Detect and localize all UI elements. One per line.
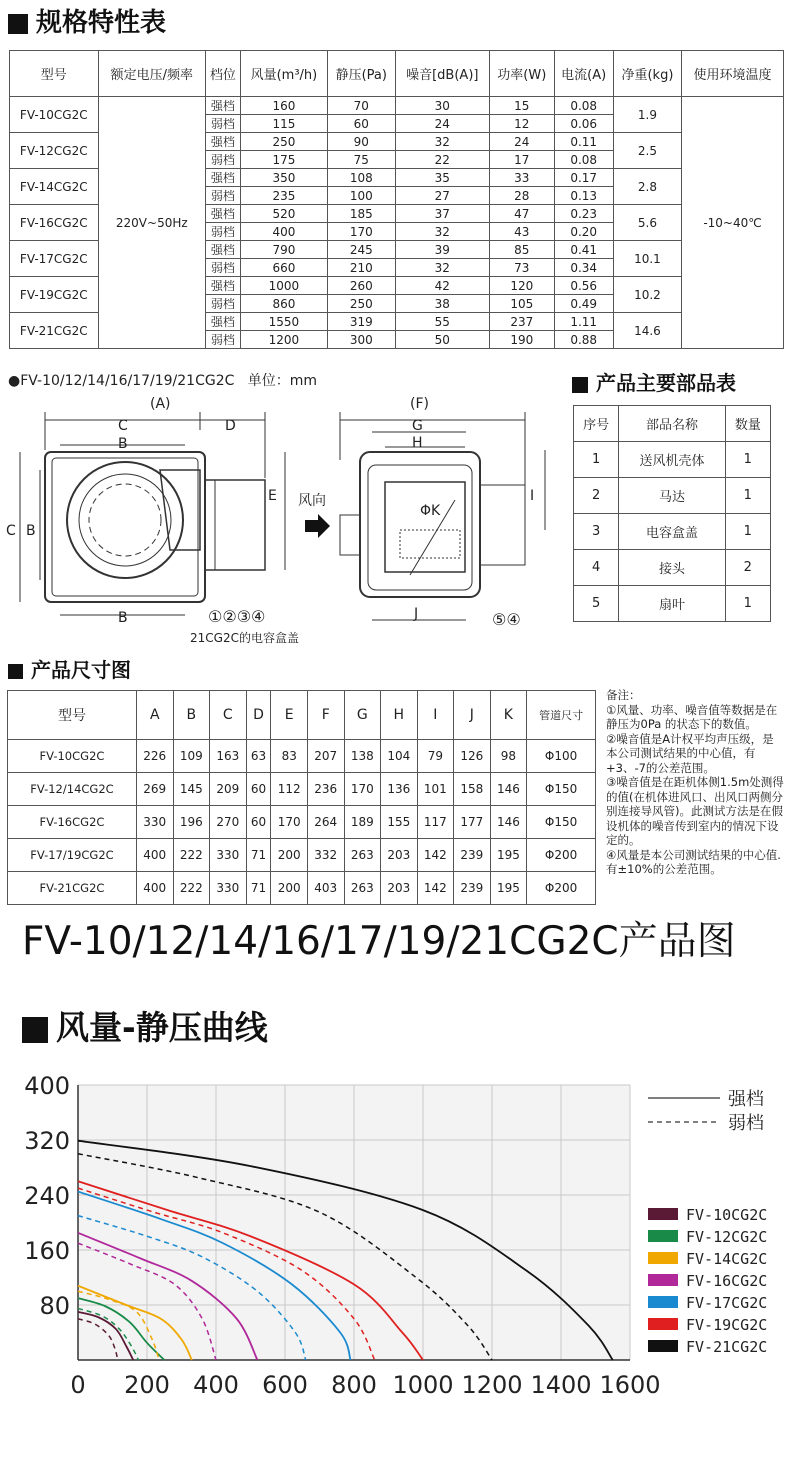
spec-cell: 37	[395, 205, 490, 223]
spec-cell: 75	[328, 151, 396, 169]
spec-section-title: 规格特性表	[8, 2, 166, 39]
spec-cell: 30	[395, 97, 490, 115]
label-D: D	[225, 418, 236, 434]
spec-cell: 22	[395, 151, 490, 169]
spec-cell: 60	[328, 115, 396, 133]
dim-cell: 263	[344, 839, 381, 872]
spec-cell: 强档	[206, 133, 241, 151]
spec-cell: 70	[328, 97, 396, 115]
spec-cell: 1000	[240, 277, 327, 295]
spec-weight-cell: 2.8	[613, 169, 681, 205]
spec-cell: 1.11	[554, 313, 613, 331]
dim-cell: 264	[307, 806, 344, 839]
legend-swatch	[648, 1208, 678, 1220]
spec-table	[9, 50, 784, 349]
spec-cell: 0.34	[554, 259, 613, 277]
parts-cell: 2	[574, 478, 619, 514]
spec-cell: 强档	[206, 241, 241, 259]
spec-cell: 520	[240, 205, 327, 223]
dim-row	[8, 773, 596, 806]
spec-cell: 弱档	[206, 187, 241, 205]
spec-weight-cell: 10.1	[613, 241, 681, 277]
dim-cell: 83	[271, 740, 308, 773]
spec-header-cell: 净重(kg)	[613, 51, 681, 97]
spec-cell: 0.56	[554, 277, 613, 295]
parts-row	[574, 586, 771, 622]
dim-cell: 163	[210, 740, 247, 773]
y-tick-label: 320	[24, 1127, 70, 1155]
spec-cell: 790	[240, 241, 327, 259]
legend-swatch	[648, 1230, 678, 1242]
spec-cell: 120	[490, 277, 554, 295]
spec-cell: 强档	[206, 169, 241, 187]
product-title: FV-10/12/14/16/17/19/21CG2C产品图	[22, 919, 736, 964]
dim-cell: FV-21CG2C	[8, 872, 137, 905]
spec-cell: 0.41	[554, 241, 613, 259]
spec-cell: 24	[395, 115, 490, 133]
dim-cell: 177	[454, 806, 491, 839]
spec-cell: 1550	[240, 313, 327, 331]
dim-header-cell: I	[417, 691, 454, 740]
dim-cell: 222	[173, 872, 210, 905]
spec-cell: 42	[395, 277, 490, 295]
legend-label: FV-10CG2C	[686, 1206, 768, 1224]
label-B-bottom: B	[118, 610, 128, 626]
spec-cell: 38	[395, 295, 490, 313]
dim-cell: 270	[210, 806, 247, 839]
legend-label: FV-21CG2C	[686, 1338, 768, 1356]
dim-cell: 104	[381, 740, 418, 773]
dim-cell: 101	[417, 773, 454, 806]
dim-cell: 112	[271, 773, 308, 806]
label-G: G	[412, 418, 423, 434]
spec-cell: 43	[490, 223, 554, 241]
spec-header-cell: 噪音[dB(A)]	[395, 51, 490, 97]
spec-model-cell: FV-19CG2C	[10, 277, 99, 313]
legend-label: FV-19CG2C	[686, 1316, 768, 1334]
spec-cell: 33	[490, 169, 554, 187]
parts-cell: 3	[574, 514, 619, 550]
spec-cell: 860	[240, 295, 327, 313]
unit-label: 单位：mm	[247, 373, 318, 389]
dim-cell: 60	[246, 773, 271, 806]
label-A: (A)	[150, 396, 171, 412]
legend-swatch	[648, 1340, 678, 1352]
parts-cell: 马达	[619, 478, 725, 514]
y-tick-label: 160	[24, 1237, 70, 1265]
dim-cell: 71	[246, 839, 271, 872]
dim-cell: 222	[173, 839, 210, 872]
dim-cell: FV-10CG2C	[8, 740, 137, 773]
spec-cell: 0.20	[554, 223, 613, 241]
dim-header-cell: C	[210, 691, 247, 740]
spec-cell: 250	[240, 133, 327, 151]
spec-weight-cell: 5.6	[613, 205, 681, 241]
dim-header-cell: K	[490, 691, 527, 740]
part-numbers-left: ①②③④	[208, 607, 266, 626]
dim-header-cell: A	[136, 691, 173, 740]
dim-cell: 142	[417, 839, 454, 872]
legend-swatch	[648, 1296, 678, 1308]
x-tick-label: 1400	[530, 1371, 592, 1399]
spec-cell: 0.13	[554, 187, 613, 205]
note-line: 备注：	[606, 688, 641, 702]
legend-label: FV-17CG2C	[686, 1294, 768, 1312]
spec-header-cell: 功率(W)	[490, 51, 554, 97]
parts-row	[574, 514, 771, 550]
dim-row	[8, 740, 596, 773]
spec-cell: 300	[328, 331, 396, 349]
legend-swatch	[648, 1318, 678, 1330]
parts-cell: 1	[725, 442, 770, 478]
spec-cell: 0.08	[554, 151, 613, 169]
spec-cell: 210	[328, 259, 396, 277]
spec-weight-cell: 10.2	[613, 277, 681, 313]
spec-cell: 100	[328, 187, 396, 205]
spec-model-cell: FV-14CG2C	[10, 169, 99, 205]
y-tick-label: 240	[24, 1182, 70, 1210]
parts-header-cell: 序号	[574, 406, 619, 442]
dim-cell: 207	[307, 740, 344, 773]
dim-cell: 195	[490, 839, 527, 872]
dim-cell: 146	[490, 773, 527, 806]
spec-weight-cell: 2.5	[613, 133, 681, 169]
spec-cell: 0.11	[554, 133, 613, 151]
dim-cell: 126	[454, 740, 491, 773]
spec-model-cell: FV-16CG2C	[10, 205, 99, 241]
notes	[606, 688, 784, 877]
spec-cell: 弱档	[206, 331, 241, 349]
dim-cell: 189	[344, 806, 381, 839]
spec-model-cell: FV-12CG2C	[10, 133, 99, 169]
spec-cell: 弱档	[206, 259, 241, 277]
dims-section-title: 产品尺寸图	[8, 654, 131, 683]
spec-cell: 17	[490, 151, 554, 169]
dim-cell: 98	[490, 740, 527, 773]
drawing-model-line: ●FV-10/12/14/16/17/19/21CG2C 单位：mm	[8, 373, 318, 389]
dim-header-cell: H	[381, 691, 418, 740]
right-housing	[360, 452, 480, 597]
dim-cell: 117	[417, 806, 454, 839]
spec-cell: 235	[240, 187, 327, 205]
spec-cell: 0.49	[554, 295, 613, 313]
label-I: I	[530, 488, 535, 504]
dim-cell: 145	[173, 773, 210, 806]
dim-cell: 400	[136, 872, 173, 905]
spec-cell: 400	[240, 223, 327, 241]
spec-cell: 弱档	[206, 223, 241, 241]
spec-cell: 660	[240, 259, 327, 277]
parts-row	[574, 442, 771, 478]
spec-header-cell: 风量(m³/h)	[240, 51, 327, 97]
spec-cell: 350	[240, 169, 327, 187]
parts-cell: 电容盒盖	[619, 514, 725, 550]
spec-cell: 弱档	[206, 295, 241, 313]
parts-cell: 1	[574, 442, 619, 478]
dim-cell: 71	[246, 872, 271, 905]
spec-model-cell: FV-21CG2C	[10, 313, 99, 349]
spec-cell: 73	[490, 259, 554, 277]
x-tick-label: 1000	[392, 1371, 454, 1399]
dim-cell: 330	[210, 839, 247, 872]
x-tick-label: 400	[193, 1371, 239, 1399]
dim-cell: 63	[246, 740, 271, 773]
curve-section-title: 风量-静压曲线	[22, 1002, 268, 1049]
dim-cell: 79	[417, 740, 454, 773]
parts-cell: 5	[574, 586, 619, 622]
parts-row	[574, 478, 771, 514]
legend-strong-label: 强档	[728, 1089, 764, 1110]
x-tick-label: 0	[70, 1371, 86, 1399]
spec-cell: 0.88	[554, 331, 613, 349]
dim-row	[8, 806, 596, 839]
parts-cell: 4	[574, 550, 619, 586]
dim-cell: 146	[490, 806, 527, 839]
parts-header-cell: 部品名称	[619, 406, 725, 442]
dim-cell: 138	[344, 740, 381, 773]
dim-cell: 330	[210, 872, 247, 905]
dim-cell: FV-17/19CG2C	[8, 839, 137, 872]
spec-cell: 260	[328, 277, 396, 295]
dim-cell: FV-12/14CG2C	[8, 773, 137, 806]
x-tick-label: 1200	[461, 1371, 523, 1399]
legend-swatch	[648, 1274, 678, 1286]
spec-header-cell: 静压(Pa)	[328, 51, 396, 97]
dim-cell: 142	[417, 872, 454, 905]
x-tick-label: 1600	[599, 1371, 661, 1399]
spec-cell: 85	[490, 241, 554, 259]
parts-cell: 1	[725, 478, 770, 514]
spec-cell: 237	[490, 313, 554, 331]
spec-voltage-cell: 220V~50Hz	[98, 97, 205, 349]
dimension-drawing	[0, 390, 560, 655]
parts-cell: 送风机壳体	[619, 442, 725, 478]
spec-cell: 39	[395, 241, 490, 259]
x-tick-label: 800	[331, 1371, 377, 1399]
label-B-top: B	[118, 436, 128, 452]
dim-cell: 200	[271, 839, 308, 872]
spec-cell: 强档	[206, 205, 241, 223]
legend-swatch	[648, 1252, 678, 1264]
spec-cell: 47	[490, 205, 554, 223]
spec-weight-cell: 1.9	[613, 97, 681, 133]
dim-cell: 136	[381, 773, 418, 806]
spec-cell: 245	[328, 241, 396, 259]
spec-cell: 35	[395, 169, 490, 187]
capacitor-cover-caption: 21CG2C的电容盒盖	[190, 631, 299, 645]
spec-cell: 175	[240, 151, 327, 169]
spec-cell: 160	[240, 97, 327, 115]
spec-cell: 55	[395, 313, 490, 331]
y-tick-label: 80	[39, 1292, 70, 1320]
spec-cell: 弱档	[206, 115, 241, 133]
dim-cell: 403	[307, 872, 344, 905]
parts-section-title: 产品主要部品表	[572, 367, 736, 396]
spec-cell: 强档	[206, 277, 241, 295]
spec-cell: 115	[240, 115, 327, 133]
dim-cell: 155	[381, 806, 418, 839]
spec-cell: 190	[490, 331, 554, 349]
spec-cell: 12	[490, 115, 554, 133]
spec-header-cell: 额定电压/频率	[98, 51, 205, 97]
y-tick-label: 400	[24, 1072, 70, 1100]
dim-cell: 236	[307, 773, 344, 806]
spec-cell: 32	[395, 133, 490, 151]
parts-row	[574, 550, 771, 586]
dim-cell: 195	[490, 872, 527, 905]
dim-cell: Φ200	[527, 872, 596, 905]
parts-cell: 扇叶	[619, 586, 725, 622]
label-J: J	[414, 606, 419, 622]
dim-header-cell: 型号	[8, 691, 137, 740]
spec-cell: 强档	[206, 97, 241, 115]
spec-cell: 108	[328, 169, 396, 187]
spec-cell: 0.08	[554, 97, 613, 115]
spec-header-cell: 型号	[10, 51, 99, 97]
legend-label: FV-12CG2C	[686, 1228, 768, 1246]
dim-cell: 332	[307, 839, 344, 872]
label-B-side: B	[26, 523, 36, 539]
spec-cell: 强档	[206, 313, 241, 331]
dim-header-cell: F	[307, 691, 344, 740]
spec-cell: 28	[490, 187, 554, 205]
dim-cell: 200	[271, 872, 308, 905]
dim-header-cell: G	[344, 691, 381, 740]
dim-cell: FV-16CG2C	[8, 806, 137, 839]
spec-cell: 90	[328, 133, 396, 151]
dim-cell: Φ150	[527, 806, 596, 839]
spec-cell: 0.17	[554, 169, 613, 187]
x-tick-label: 600	[262, 1371, 308, 1399]
dim-cell: 330	[136, 806, 173, 839]
dim-cell: 226	[136, 740, 173, 773]
bullet-square-icon	[8, 14, 28, 34]
dim-cell: 109	[173, 740, 210, 773]
spec-cell: 170	[328, 223, 396, 241]
label-C-top: C	[118, 418, 128, 434]
dim-cell: 263	[344, 872, 381, 905]
label-H: H	[412, 435, 423, 451]
parts-cell: 1	[725, 514, 770, 550]
note-line: ②噪音值是A计权平均声压级，是本公司测试结果的中心值，有+3、-7的公差范围。	[606, 731, 774, 775]
parts-cell: 2	[725, 550, 770, 586]
dim-cell: 170	[271, 806, 308, 839]
spec-header-cell: 电流(A)	[554, 51, 613, 97]
spec-cell: 0.23	[554, 205, 613, 223]
dim-row	[8, 839, 596, 872]
parts-header-row	[574, 406, 771, 442]
dim-cell: 158	[454, 773, 491, 806]
dimension-table	[7, 690, 596, 905]
parts-table	[573, 405, 771, 622]
spec-weight-cell: 14.6	[613, 313, 681, 349]
spec-cell: 32	[395, 259, 490, 277]
note-line: ①风量、功率、噪音值等数据是在静压为0Pa 的状态下的数值。	[606, 702, 778, 731]
parts-cell: 1	[725, 586, 770, 622]
dim-cell: 269	[136, 773, 173, 806]
dim-cell: 239	[454, 872, 491, 905]
spec-model-cell: FV-10CG2C	[10, 97, 99, 133]
x-tick-label: 200	[124, 1371, 170, 1399]
note-line: ④风量是本公司测试结果的中心值.有±10%的公差范围。	[606, 847, 781, 876]
dim-header-cell: B	[173, 691, 210, 740]
wind-label: 风向	[298, 493, 326, 509]
spec-cell: 250	[328, 295, 396, 313]
spec-cell: 弱档	[206, 151, 241, 169]
dim-cell: 203	[381, 872, 418, 905]
label-K: ΦK	[420, 503, 441, 519]
label-C-side: C	[6, 523, 16, 539]
dim-header-cell: E	[271, 691, 308, 740]
spec-cell: 319	[328, 313, 396, 331]
airflow-pressure-chart	[0, 1060, 790, 1440]
spec-cell: 24	[490, 133, 554, 151]
part-numbers-right: ⑤④	[492, 610, 521, 629]
legend-weak-label: 弱档	[728, 1113, 764, 1134]
dim-cell: Φ150	[527, 773, 596, 806]
spec-temperature-cell: -10~40℃	[682, 97, 784, 349]
dim-cell: 203	[381, 839, 418, 872]
spec-cell: 15	[490, 97, 554, 115]
dim-cell: 209	[210, 773, 247, 806]
spec-header-cell: 使用环境温度	[682, 51, 784, 97]
dim-header-cell: D	[246, 691, 271, 740]
dim-row	[8, 872, 596, 905]
legend-label: FV-14CG2C	[686, 1250, 768, 1268]
spec-cell: 50	[395, 331, 490, 349]
bullet-square-icon	[8, 664, 23, 679]
dim-cell: 196	[173, 806, 210, 839]
dim-cell: Φ100	[527, 740, 596, 773]
spec-row	[10, 97, 784, 115]
spec-cell: 0.06	[554, 115, 613, 133]
spec-cell: 1200	[240, 331, 327, 349]
legend-label: FV-16CG2C	[686, 1272, 768, 1290]
dim-header-cell: 管道尺寸	[527, 691, 596, 740]
spec-cell: 185	[328, 205, 396, 223]
spec-model-cell: FV-17CG2C	[10, 241, 99, 277]
spec-cell: 105	[490, 295, 554, 313]
dim-cell: 239	[454, 839, 491, 872]
wind-arrow-icon	[305, 514, 330, 538]
bullet-square-icon	[572, 377, 588, 393]
dim-cell: 170	[344, 773, 381, 806]
parts-header-cell: 数量	[725, 406, 770, 442]
spec-cell: 32	[395, 223, 490, 241]
dim-cell: 400	[136, 839, 173, 872]
note-line: ③噪音值是在距机体侧1.5m处测得的值(在机体进风口、出风口两侧分别连接导风管)。此测试方法是在假设机体的噪音传到室内的情况下设定的。	[606, 775, 784, 847]
dim-cell: Φ200	[527, 839, 596, 872]
spec-header-cell: 档位	[206, 51, 241, 97]
bullet-square-icon	[22, 1017, 48, 1043]
dim-header-cell: J	[454, 691, 491, 740]
label-E: E	[268, 488, 277, 504]
spec-cell: 27	[395, 187, 490, 205]
dim-cell: 60	[246, 806, 271, 839]
parts-cell: 接头	[619, 550, 725, 586]
label-F: (F)	[410, 396, 429, 412]
